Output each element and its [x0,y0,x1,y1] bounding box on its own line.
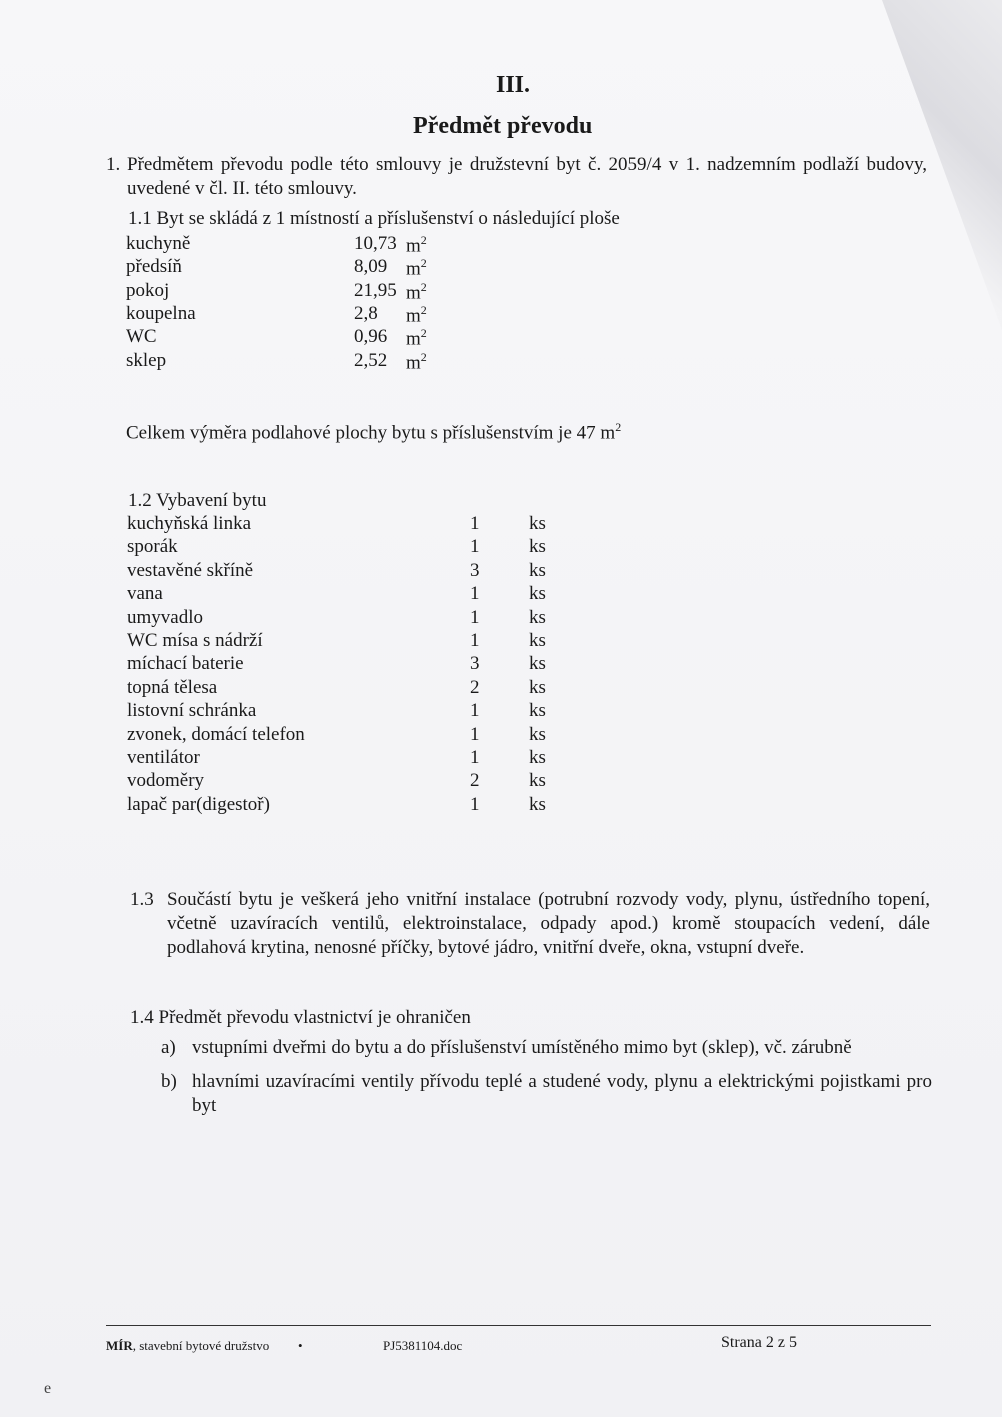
equipment-quantity: 1 [470,536,480,557]
equipment-quantity: 1 [470,724,480,745]
room-unit [406,303,427,327]
room-unit-exponent: 2 [420,280,427,294]
equipment-unit: ks [529,794,546,815]
equipment-unit: ks [529,700,546,721]
room-unit-base: m [406,258,421,280]
equipment-unit: ks [529,607,546,628]
equipment-quantity: 1 [470,583,480,604]
room-unit-base: m [406,352,421,374]
scan-mark: e [44,1380,52,1397]
room-area: 8,09 [354,256,388,277]
equipment-intro: 1.2 Vybavení bytu [128,490,267,511]
room-unit-exponent: 2 [420,233,427,247]
room-unit-base: m [406,305,421,327]
room-unit-exponent: 2 [420,326,427,340]
paragraph-1-4: 1.4 Předmět převodu vlastnictví je ohraničen [130,1007,471,1028]
footer-document-name: PJ5381104.doc [383,1338,463,1353]
equipment-unit: ks [529,560,546,581]
room-unit [406,233,427,257]
total-area [126,420,621,444]
equipment-unit: ks [529,724,546,745]
room-unit-exponent: 2 [420,256,427,270]
room-unit [406,326,427,350]
paragraph-1-number: 1. [106,154,121,175]
room-name: WC [126,326,157,347]
room-area: 10,73 [354,233,397,254]
room-unit [406,280,427,304]
equipment-name: topná tělesa [127,677,218,698]
equipment-quantity: 2 [470,770,480,791]
list-text-a: vstupními dveřmi do bytu a do příslušenství umístěného mimo byt (sklep), vč. zárubně [192,1037,852,1058]
footer-org-bold: MÍR [106,1338,133,1353]
equipment-quantity: 1 [470,794,480,815]
equipment-quantity: 1 [470,700,480,721]
equipment-quantity: 1 [470,513,480,534]
total-area-exponent: 2 [615,420,622,434]
equipment-unit: ks [529,513,546,534]
room-unit [406,350,427,374]
equipment-name: umyvadlo [127,607,203,628]
footer-organization [106,1338,269,1354]
room-name: pokoj [126,280,170,301]
room-area: 2,52 [354,350,388,371]
equipment-name: kuchyňská linka [127,513,252,534]
room-area: 21,95 [354,280,397,301]
equipment-name: vana [127,583,163,604]
equipment-unit: ks [529,747,546,768]
equipment-name: ventilátor [127,747,200,768]
room-unit [406,256,427,280]
room-unit-exponent: 2 [420,350,427,364]
equipment-quantity: 1 [470,607,480,628]
equipment-quantity: 3 [470,560,480,581]
total-area-text: Celkem výměra podlahové plochy bytu s příslušenstvím je 47 m [126,422,616,444]
equipment-name: vodoměry [127,770,205,791]
equipment-name: WC mísa s nádrží [127,630,263,651]
equipment-unit: ks [529,583,546,604]
equipment-name: sporák [127,536,178,557]
equipment-quantity: 1 [470,630,480,651]
equipment-quantity: 1 [470,747,480,768]
footer-org-rest: , stavební bytové družstvo [132,1338,270,1353]
equipment-name: listovní schránka [127,700,257,721]
list-text-b: hlavními uzavíracími ventily přívodu teplé a studené vody, plynu a elektrickými pojistkami pro byt [192,1071,932,1116]
equipment-name: vestavěné skříně [127,560,254,581]
room-unit-base: m [406,328,421,350]
footer-rule [106,1325,931,1326]
paragraph-1-3-text: Součástí bytu je veškerá jeho vnitřní instalace (potrubní rozvody vody, plynu, ústředního topení, včetně uzavíracích ventilů, elektroinstalace, odpady apod.) kromě stoupacích vedení, dále podlahová krytina, nenosné příčky, bytové jádro, vnitřní dveře, okna, vstupní dveře. [167,889,930,958]
equipment-unit: ks [529,630,546,651]
equipment-quantity: 3 [470,653,480,674]
equipment-name: zvonek, domácí telefon [127,724,305,745]
paragraph-1-3-number: 1.3 [130,889,154,910]
list-marker-a: a) [161,1037,176,1058]
room-unit-base: m [406,282,421,304]
equipment-unit: ks [529,653,546,674]
list-marker-b: b) [161,1071,177,1092]
section-number: III. [496,72,531,98]
room-unit-exponent: 2 [420,303,427,317]
room-area: 0,96 [354,326,388,347]
room-area: 2,8 [354,303,378,324]
equipment-quantity: 2 [470,677,480,698]
room-name: předsíň [126,256,182,277]
equipment-unit: ks [529,536,546,557]
equipment-name: lapač par(digestoř) [127,794,270,815]
footer-bullet: • [298,1338,303,1353]
rooms-intro: 1.1 Byt se skládá z 1 místností a příslušenství o následující ploše [128,208,620,229]
paragraph-1-text: Předmětem převodu podle této smlouvy je družstevní byt č. 2059/4 v 1. nadzemním podlaží budovy, uvedené v čl. II. této smlouvy. [127,154,927,199]
room-name: kuchyně [126,233,191,254]
room-name: sklep [126,350,167,371]
room-unit-base: m [406,235,421,257]
footer-page-number: Strana 2 z 5 [721,1334,797,1351]
equipment-unit: ks [529,770,546,791]
equipment-name: míchací baterie [127,653,244,674]
room-name: koupelna [126,303,196,324]
section-title: Předmět převodu [413,113,593,139]
equipment-unit: ks [529,677,546,698]
